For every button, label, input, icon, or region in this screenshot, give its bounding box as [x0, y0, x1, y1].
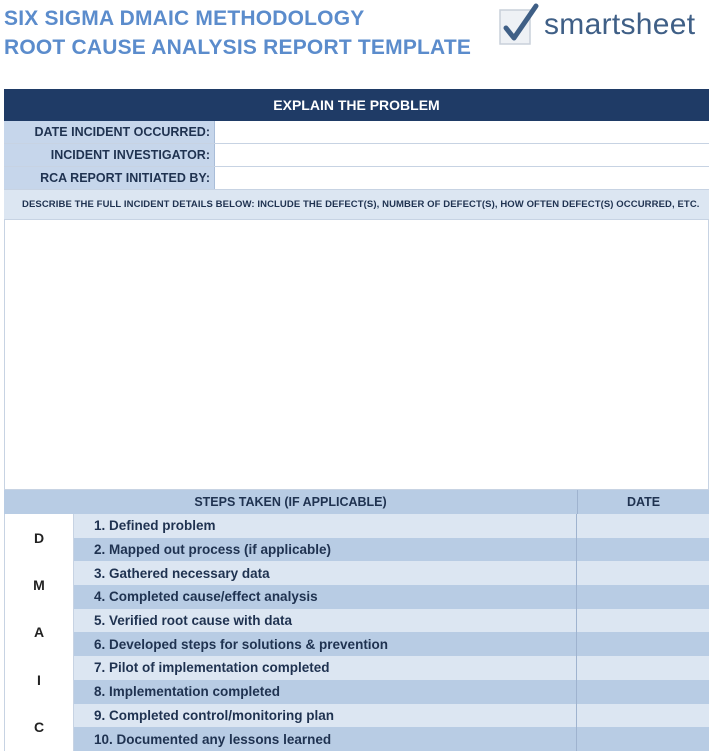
describe-instructions: DESCRIBE THE FULL INCIDENT DETAILS BELOW: INCLUDE THE DEFECT(S), NUMBER OF DEFECT(S), HOW OFTEN DEFECT(S) OCCURRED, ETC. [4, 190, 709, 220]
field-investigator [4, 144, 709, 167]
table-row [74, 561, 709, 585]
step-label: 9. Completed control/monitoring plan [74, 704, 577, 728]
step-date-input[interactable] [577, 585, 709, 609]
table-row [74, 727, 709, 751]
step-date-input[interactable] [577, 632, 709, 656]
dmaic-letter: A [33, 624, 45, 641]
dmaic-letter: M [33, 577, 45, 594]
step-label: 3. Gathered necessary data [74, 561, 577, 585]
step-date-input[interactable] [577, 727, 709, 751]
table-row [74, 514, 709, 538]
dmaic-letter: C [33, 719, 45, 736]
table-row [74, 609, 709, 633]
step-label: 1. Defined problem [74, 514, 577, 538]
dmaic-column [4, 514, 74, 751]
field-initiated-by [4, 167, 709, 190]
logo-text: smartsheet [544, 8, 696, 41]
field-label: DATE INCIDENT OCCURRED: [4, 121, 215, 143]
field-label: INCIDENT INVESTIGATOR: [4, 144, 215, 166]
field-label: RCA REPORT INITIATED BY: [4, 167, 215, 189]
investigator-input[interactable] [215, 144, 709, 166]
step-label: 6. Developed steps for solutions & prevention [74, 632, 577, 656]
page-title [4, 4, 471, 62]
steps-header-label: STEPS TAKEN (IF APPLICABLE) [4, 490, 578, 514]
problem-banner: EXPLAIN THE PROBLEM [4, 89, 709, 121]
steps-header [4, 490, 709, 514]
step-date-input[interactable] [577, 514, 709, 538]
table-row [74, 680, 709, 704]
title-line-2: ROOT CAUSE ANALYSIS REPORT TEMPLATE [4, 36, 472, 59]
initiated-by-input[interactable] [215, 167, 709, 189]
table-row [74, 632, 709, 656]
table-row [74, 704, 709, 728]
step-label: 4. Completed cause/effect analysis [74, 585, 577, 609]
step-date-input[interactable] [577, 680, 709, 704]
step-label: 2. Mapped out process (if applicable) [74, 538, 577, 562]
date-header-label: DATE [626, 495, 661, 509]
table-row [74, 585, 709, 609]
date-incident-input[interactable] [215, 121, 709, 143]
steps-table [4, 514, 709, 751]
header [0, 0, 713, 80]
step-label: 7. Pilot of implementation completed [74, 656, 577, 680]
field-date-incident [4, 121, 709, 144]
step-date-input[interactable] [577, 538, 709, 562]
checkmark-icon [498, 2, 540, 48]
step-label: 8. Implementation completed [74, 680, 577, 704]
incident-details-area[interactable] [4, 220, 709, 490]
dmaic-letter: D [33, 529, 45, 546]
step-label: 5. Verified root cause with data [74, 609, 577, 633]
step-date-input[interactable] [577, 609, 709, 633]
step-label: 10. Documented any lessons learned [74, 727, 577, 751]
rca-form [4, 89, 709, 751]
step-date-input[interactable] [577, 561, 709, 585]
table-row [74, 656, 709, 680]
smartsheet-logo[interactable] [498, 2, 695, 48]
title-line-1: SIX SIGMA DMAIC METHODOLOGY [4, 7, 365, 30]
table-row [74, 538, 709, 562]
dmaic-letter: I [37, 671, 41, 688]
steps-rows [74, 514, 709, 751]
step-date-input[interactable] [577, 704, 709, 728]
step-date-input[interactable] [577, 656, 709, 680]
